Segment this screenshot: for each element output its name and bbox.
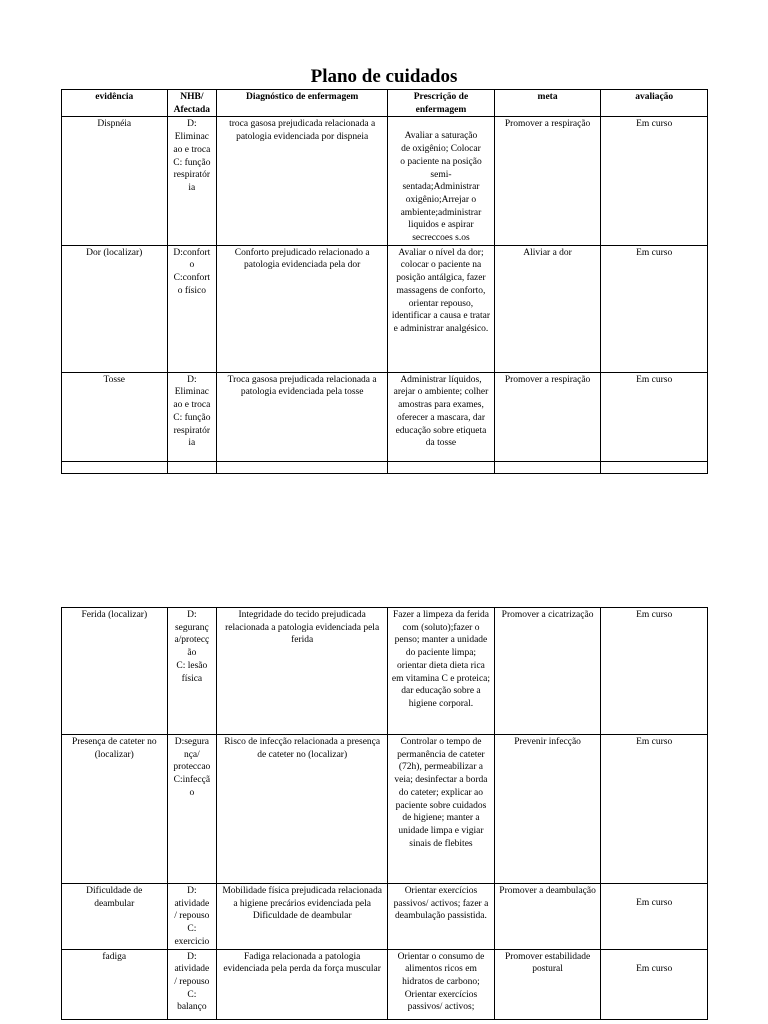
cell-prescription: Avaliar o nível da dor; colocar o paciente na posição antálgica, fazer massagens de conforto, orientar repouso, identificar a causa e tratar e administrar analgésico. [388, 245, 495, 372]
table-row [62, 949, 708, 1019]
cell-diagnosis: Troca gasosa prejudicada relacionada a patologia evidenciada pela tosse [217, 372, 388, 461]
cell-nhb: D: Eliminac ao e troca C: função respiratór ia [167, 117, 217, 245]
cell-prescription: Avaliar a saturação de oxigênio; Colocar o paciente na posição semi- sentada;Administrar oxigênio;Arrejar o ambiente;administrar liquidos e aspirar secreccoes s.os [388, 117, 495, 245]
cell-goal: Promover a cicatrização [494, 608, 601, 735]
cell-diagnosis: troca gasosa prejudicada relacionada a patologia evidenciada por dispneia [217, 117, 388, 245]
cell-goal: Promover a respiração [494, 117, 601, 245]
cell-evaluation: Em curso [601, 884, 708, 950]
cell-prescription: Administrar líquidos, arejar o ambiente; colher amostras para exames, oferecer a mascara, dar educação sobre etiqueta da tosse [388, 372, 495, 461]
cell-nhb: D: atividade / repouso C: balanço [167, 949, 217, 1019]
table-row [62, 608, 708, 735]
cell-nhb: D:confort o C:confort o físico [167, 245, 217, 372]
cell-prescription: Orientar exercícios passivos/ activos; fazer a deambulação passistida. [388, 884, 495, 950]
table-row [62, 372, 708, 461]
header-goal: meta [494, 90, 601, 117]
cell-nhb: D: atividade / repouso C: exercicio [167, 884, 217, 950]
cell-evaluation: Em curso [601, 117, 708, 245]
cell-diagnosis: Conforto prejudicado relacionado a patologia evidenciada pela dor [217, 245, 388, 372]
cell-diagnosis: Mobilidade física prejudicada relacionada a higiene precários evidenciada pela Dificuldade de deambular [217, 884, 388, 950]
header-nhb: NHB/ Afectada [167, 90, 217, 117]
care-plan-table-continued [61, 607, 708, 1020]
cell-evaluation: Em curso [601, 608, 708, 735]
cell-evidence: Dificuldade de deambular [62, 884, 168, 950]
cell-evidence: Dor (localizar) [62, 245, 168, 372]
cell-diagnosis: Integridade do tecido prejudicada relacionada a patologia evidenciada pela ferida [217, 608, 388, 735]
table-row [62, 245, 708, 372]
cell-evidence: Dispnéia [62, 117, 168, 245]
cell-evaluation: Em curso [601, 372, 708, 461]
cell-evidence: Presença de cateter no (localizar) [62, 735, 168, 884]
cell-goal: Promover estabilidade postural [494, 949, 601, 1019]
cell-nhb: D:segura nça/ proteccao C:infecçã o [167, 735, 217, 884]
header-evidence: evidência [62, 90, 168, 117]
table-row [62, 117, 708, 245]
cell-goal: Prevenir infecção [494, 735, 601, 884]
cell-nhb: D: Eliminac ao e troca C: função respiratór ia [167, 372, 217, 461]
cell-prescription: Fazer a limpeza da ferida com (soluto);fazer o penso; manter a unidade do paciente limpa; orientar dieta dieta rica em vitamina C e proteica; dar educação sobre a higiene corporal. [388, 608, 495, 735]
header-evaluation: avaliação [601, 90, 708, 117]
cell-goal: Promover a deambulação [494, 884, 601, 950]
header-prescription: Prescrição de enfermagem [388, 90, 495, 117]
table-row [62, 735, 708, 884]
cell-evidence: Ferida (localizar) [62, 608, 168, 735]
cell-goal: Promover a respiração [494, 372, 601, 461]
cell-evaluation: Em curso [601, 735, 708, 884]
table-row [62, 884, 708, 950]
cell-evaluation: Em curso [601, 949, 708, 1019]
cell-nhb: D: seguranç a/protecç ão C: lesão física [167, 608, 217, 735]
cell-evaluation: Em curso [601, 245, 708, 372]
header-diagnosis: Diagnóstico de enfermagem [217, 90, 388, 117]
cell-evidence: fadiga [62, 949, 168, 1019]
cell-prescription: Orientar o consumo de alimentos ricos em hidratos de carbono; Orientar exercícios passivos/ activos; [388, 949, 495, 1019]
page-title: Plano de cuidados [310, 66, 458, 87]
cell-goal: Aliviar a dor [494, 245, 601, 372]
cell-diagnosis: Risco de infecção relacionada a presença de cateter no (localizar) [217, 735, 388, 884]
cell-diagnosis: Fadiga relacionada a patologia evidenciada pela perda da força muscular [217, 949, 388, 1019]
cell-prescription: Controlar o tempo de permanência de cateter (72h), permeabilizar a veia; desinfectar a borda do cateter; explicar ao paciente sobre cuidados de higiene; manter a unidade limpa e vigiar sinais de flebites [388, 735, 495, 884]
empty-row [62, 461, 708, 473]
care-plan-table [61, 89, 708, 474]
cell-evidence: Tosse [62, 372, 168, 461]
